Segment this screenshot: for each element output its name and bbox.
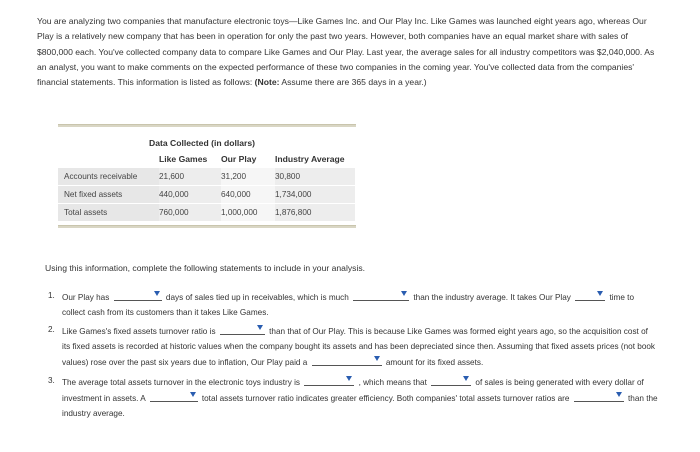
question-3 bbox=[48, 374, 658, 422]
table-row bbox=[58, 168, 356, 185]
chevron-down-icon bbox=[463, 376, 469, 381]
q3-comparison-dropdown[interactable] bbox=[574, 391, 624, 402]
q3-text-5: than the industry average. bbox=[62, 394, 658, 418]
q1-text-2: days of sales tied up in receivables, which is much bbox=[165, 293, 349, 302]
table-top-rule bbox=[58, 124, 356, 127]
table-title: Data Collected (in dollars) bbox=[149, 138, 256, 148]
row-label: Net fixed assets bbox=[58, 186, 159, 203]
header-industry-average: Industry Average bbox=[275, 154, 345, 164]
header-blank bbox=[58, 151, 159, 168]
q2-text-2: than that of Our Play. This is because Like Games was formed eight years ago, so the acquisition cost of its fixed assets is recorded at historic values when the company bought its assets and has been depreciated since then. Assuming that fixed assets prices (not book values) rose over the past six years due to inflation, Our Play paid a bbox=[62, 327, 656, 367]
q3-text-1: The average total assets turnover in the electronic toys industry is bbox=[62, 377, 301, 387]
question-number: 3. bbox=[48, 375, 55, 385]
cell-like-games: 21,600 bbox=[159, 168, 221, 185]
table-header-row bbox=[58, 151, 356, 168]
data-table bbox=[58, 124, 356, 228]
q3-ratio-dropdown[interactable] bbox=[150, 391, 198, 402]
header-our-play: Our Play bbox=[221, 154, 257, 164]
chevron-down-icon bbox=[154, 291, 160, 296]
table-row bbox=[58, 203, 356, 221]
q2-turnover-dropdown[interactable] bbox=[220, 324, 265, 335]
question-list bbox=[48, 289, 658, 421]
q1-text-3: than the industry average. It takes Our Play bbox=[413, 293, 571, 302]
cell-our-play: 31,200 bbox=[221, 168, 275, 185]
q3-text-2: , which means that bbox=[358, 377, 427, 387]
q3-text-4: total assets turnover ratio indicates greater efficiency. Both companies' total assets turnover ratios are bbox=[201, 394, 570, 403]
chevron-down-icon bbox=[257, 325, 263, 330]
q2-amount-dropdown[interactable] bbox=[312, 355, 382, 366]
chevron-down-icon bbox=[401, 291, 407, 296]
cell-industry-average: 1,876,800 bbox=[275, 204, 355, 221]
cell-our-play: 1,000,000 bbox=[221, 204, 275, 221]
chevron-down-icon bbox=[616, 392, 622, 397]
q1-days-dropdown[interactable] bbox=[114, 290, 162, 301]
q1-text-1: Our Play has bbox=[62, 293, 110, 302]
note-label: (Note: bbox=[254, 77, 280, 88]
chevron-down-icon bbox=[597, 291, 603, 296]
chevron-down-icon bbox=[374, 356, 380, 361]
cell-like-games: 440,000 bbox=[159, 186, 221, 203]
q3-sales-dropdown[interactable] bbox=[431, 375, 471, 386]
cell-our-play: 640,000 bbox=[221, 186, 275, 203]
question-1 bbox=[48, 289, 658, 320]
question-number: 1. bbox=[48, 291, 55, 300]
table-row bbox=[58, 185, 356, 203]
note-text: Assume there are 365 days in a year.) bbox=[281, 77, 427, 88]
instruction-text: Using this information, complete the following statements to include in your analysis. bbox=[45, 263, 366, 273]
header-like-games: Like Games bbox=[159, 154, 208, 164]
chevron-down-icon bbox=[346, 376, 352, 381]
q1-text-4: time to collect cash from its customers than it takes Like Games. bbox=[62, 293, 635, 317]
cell-industry-average: 1,734,000 bbox=[275, 186, 355, 203]
chevron-down-icon bbox=[190, 392, 196, 397]
q1-comparison-dropdown[interactable] bbox=[353, 290, 409, 301]
q1-time-dropdown[interactable] bbox=[575, 290, 605, 301]
problem-intro bbox=[37, 14, 657, 90]
q3-industry-turnover-dropdown[interactable] bbox=[304, 375, 354, 386]
q2-text-1: Like Games's fixed assets turnover ratio is bbox=[62, 327, 216, 336]
question-2 bbox=[48, 323, 658, 371]
q2-text-3: amount for its fixed assets. bbox=[385, 358, 484, 367]
table-bottom-rule bbox=[58, 225, 356, 228]
row-label: Total assets bbox=[58, 204, 159, 221]
cell-industry-average: 30,800 bbox=[275, 168, 355, 185]
cell-like-games: 760,000 bbox=[159, 204, 221, 221]
question-number: 2. bbox=[48, 325, 55, 334]
q3-text-3: of sales is being generated with every dollar of investment in assets. A bbox=[62, 377, 644, 403]
intro-text: You are analyzing two companies that manufacture electronic toys—Like Games Inc. and Our Play Inc. Like Games was launched eight years ago, whereas Our Play is a relatively new company that has been in operation for only the past two years. However, both companies have an equal market share with sales of $800,000 each. You've collected company data to compare Like Games and Our Play. Last year, the average sales for all industry competitors was $2,040,000. As an analyst, you want to make comments on the expected performance of these two companies in the coming year. You've collected data from the companies' financial statements. This information is listed as follows: bbox=[37, 16, 655, 88]
row-label: Accounts receivable bbox=[58, 168, 159, 185]
